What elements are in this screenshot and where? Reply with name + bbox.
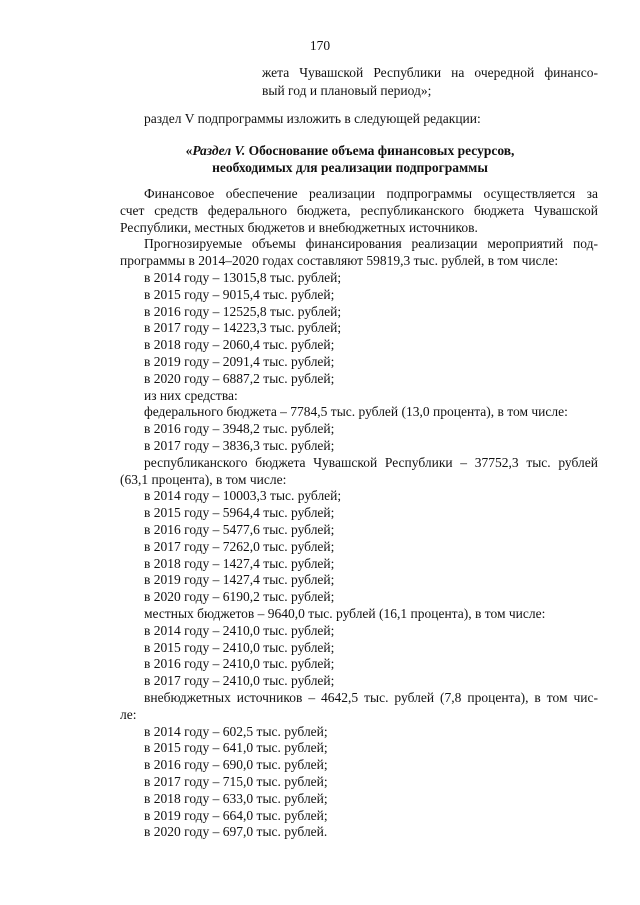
- funding-list: [144, 270, 568, 455]
- paragraph-republic: [120, 455, 598, 489]
- list-item: в 2017 году – 3836,3 тыс. рублей;: [144, 437, 335, 453]
- list-item: в 2015 году – 5964,4 тыс. рублей;: [144, 505, 335, 521]
- republic-list: [144, 488, 545, 690]
- list-item: в 2018 году – 2060,4 тыс. рублей;: [144, 337, 335, 353]
- list-item: в 2014 году – 602,5 тыс. рублей;: [144, 723, 328, 739]
- list-item: в 2016 году – 12525,8 тыс. рублей;: [144, 303, 342, 319]
- heading-section-label: Раздел V.: [192, 143, 246, 158]
- heading-line-1: [100, 142, 600, 159]
- paragraph-extrabudget: [120, 690, 598, 724]
- paragraph-line: программы в 2014–2020 годах составляют 59819,3 тыс. рублей, в том числе:: [120, 253, 559, 269]
- paragraph-line: счет средств федерального бюджета, республиканского бюджета Чувашской: [120, 202, 598, 218]
- list-item: в 2017 году – 2410,0 тыс. рублей;: [144, 673, 335, 689]
- list-item: федерального бюджета – 7784,5 тыс. рублей (13,0 процента), в том числе:: [144, 404, 568, 420]
- list-item: в 2019 году – 1427,4 тыс. рублей;: [144, 572, 335, 588]
- list-item: из них средства:: [144, 387, 238, 403]
- list-item: в 2014 году – 2410,0 тыс. рублей;: [144, 622, 335, 638]
- paragraph-line: (63,1 процента), в том числе:: [120, 471, 287, 487]
- continuation-line: жета Чувашской Республики на очередной финансо-: [262, 65, 598, 80]
- list-item: в 2020 году – 6190,2 тыс. рублей;: [144, 589, 335, 605]
- heading-line-2: необходимых для реализации подпрограммы: [212, 160, 488, 175]
- list-item: в 2014 году – 10003,3 тыс. рублей;: [144, 488, 342, 504]
- list-item: в 2017 году – 14223,3 тыс. рублей;: [144, 320, 342, 336]
- list-item: в 2019 году – 2091,4 тыс. рублей;: [144, 353, 335, 369]
- list-item: в 2018 году – 633,0 тыс. рублей;: [144, 790, 328, 806]
- heading-title-part: Обоснование объема финансовых ресурсов,: [245, 143, 515, 158]
- list-item: в 2015 году – 2410,0 тыс. рублей;: [144, 639, 335, 655]
- paragraph-line: Прогнозируемые объемы финансирования реализации мероприятий под-: [144, 236, 598, 252]
- list-item: в 2016 году – 2410,0 тыс. рублей;: [144, 656, 335, 672]
- list-item: в 2016 году – 3948,2 тыс. рублей;: [144, 421, 335, 437]
- list-item: в 2016 году – 690,0 тыс. рублей;: [144, 757, 328, 773]
- section-heading: [100, 142, 600, 176]
- list-item: в 2017 году – 715,0 тыс. рублей;: [144, 773, 328, 789]
- list-item: в 2016 году – 5477,6 тыс. рублей;: [144, 521, 335, 537]
- list-item: в 2020 году – 6887,2 тыс. рублей;: [144, 370, 335, 386]
- list-item: в 2019 году – 664,0 тыс. рублей;: [144, 807, 328, 823]
- list-item: в 2020 году – 697,0 тыс. рублей.: [144, 824, 328, 840]
- paragraph-line: Финансовое обеспечение реализации подпрограммы осуществляется за: [144, 186, 598, 201]
- paragraph-line: внебюджетных источников – 4642,5 тыс. рублей (7,8 процента), в том чис-: [144, 690, 598, 705]
- instruction-text: раздел V подпрограммы изложить в следующей редакции:: [144, 111, 481, 126]
- list-item: в 2014 году – 13015,8 тыс. рублей;: [144, 270, 342, 285]
- paragraph-financing: [120, 186, 598, 270]
- list-item: в 2017 году – 7262,0 тыс. рублей;: [144, 538, 335, 554]
- continuation-text: [262, 64, 598, 100]
- page-number: 170: [309, 38, 331, 53]
- continuation-line: вый год и плановый период»;: [262, 83, 432, 98]
- extrabudget-list: [144, 724, 328, 842]
- list-item: в 2015 году – 9015,4 тыс. рублей;: [144, 286, 335, 302]
- heading-quote: «: [185, 143, 193, 158]
- list-item: местных бюджетов – 9640,0 тыс. рублей (16,1 процента), в том числе:: [144, 605, 546, 621]
- list-item: в 2018 году – 1427,4 тыс. рублей;: [144, 555, 335, 571]
- paragraph-line: Республики, местных бюджетов и внебюджетных источников.: [120, 219, 478, 235]
- paragraph-line: республиканского бюджета Чувашской Республики – 37752,3 тыс. рублей: [144, 454, 598, 470]
- paragraph-line: ле:: [120, 706, 137, 722]
- list-item: в 2015 году – 641,0 тыс. рублей;: [144, 740, 328, 756]
